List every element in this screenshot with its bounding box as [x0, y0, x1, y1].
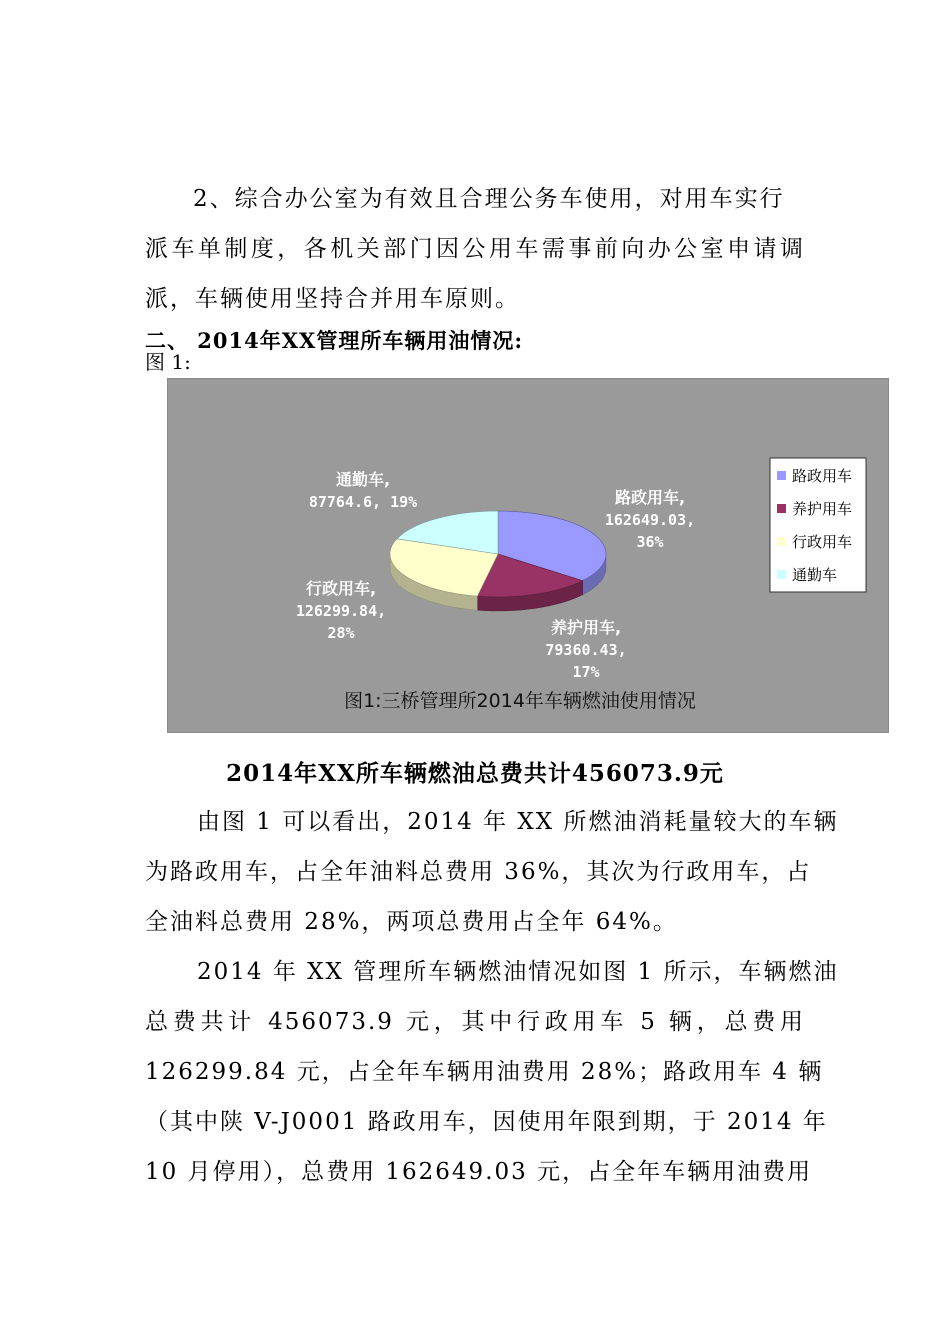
label-xingzheng-percent: 28% [327, 624, 355, 642]
label-yanghu-percent: 17% [572, 663, 600, 681]
paragraph-3-line-3: 126299.84 元，占全年车辆用油费用 28%；路政用车 4 辆 [145, 1059, 824, 1085]
paragraph-1-line-1: 2、综合办公室为有效且合理公务车使用，对用车实行 [193, 186, 785, 212]
label-yanghu-value: 79360.43, [545, 641, 627, 659]
chart-title: 图1:三桥管理所2014年车辆燃油使用情况 [344, 690, 696, 712]
label-yanghu-name: 养护用车, [550, 618, 622, 637]
paragraph-3-line-5: 10 月停用），总费用 162649.03 元，占全年车辆用油费用 [145, 1159, 813, 1185]
total-cost-line: 2014年XX所车辆燃油总费共计456073.9元 [226, 760, 724, 787]
legend-swatch-yanghu [777, 504, 786, 513]
section-heading: 二、 2014年XX管理所车辆用油情况: [145, 328, 524, 353]
pie-chart-figure [167, 378, 889, 733]
paragraph-2-line-2: 为路政用车，占全年油料总费用 36%，其次为行政用车，占 [145, 859, 812, 885]
paragraph-3-line-2: 总费共计 456073.9 元，其中行政用车 5 辆，总费用 [145, 1009, 805, 1035]
label-tongqin-name: 通勤车, [335, 470, 391, 489]
label-xingzheng-value: 126299.84, [295, 602, 387, 620]
pie-chart [168, 379, 888, 732]
paragraph-1-line-2: 派车单制度，各机关部门因公用车需事前向办公室申请调 [145, 236, 805, 262]
legend [770, 458, 866, 592]
legend-label-luzheng: 路政用车 [792, 467, 853, 485]
paragraph-2-line-3: 全油料总费用 28%，两项总费用占全年 64%。 [145, 909, 678, 935]
label-luzheng-value: 162649.03, [604, 511, 696, 529]
legend-label-xingzheng: 行政用车 [792, 533, 853, 551]
paragraph-3-line-1: 2014 年 XX 管理所车辆燃油情况如图 1 所示，车辆燃油 [197, 959, 839, 985]
legend-swatch-tongqin [777, 570, 786, 579]
paragraph-2-line-1: 由图 1 可以看出，2014 年 XX 所燃油消耗量较大的车辆 [197, 809, 839, 835]
label-luzheng-percent: 36% [636, 533, 664, 551]
legend-label-tongqin: 通勤车 [792, 566, 838, 584]
legend-label-yanghu: 养护用车 [792, 500, 853, 518]
legend-swatch-luzheng [777, 471, 786, 480]
label-luzheng-name: 路政用车, [614, 488, 686, 507]
pie-group [390, 511, 606, 611]
label-xingzheng-name: 行政用车, [305, 579, 377, 598]
paragraph-3-line-4: （其中陕 V-J0001 路政用车，因使用年限到期，于 2014 年 [145, 1109, 828, 1135]
paragraph-1-line-3: 派，车辆使用坚持合并用车原则。 [145, 286, 520, 312]
legend-swatch-xingzheng [777, 537, 786, 546]
label-tongqin-value: 87764.6, 19% [308, 493, 418, 511]
figure-label: 图 1: [145, 350, 191, 374]
